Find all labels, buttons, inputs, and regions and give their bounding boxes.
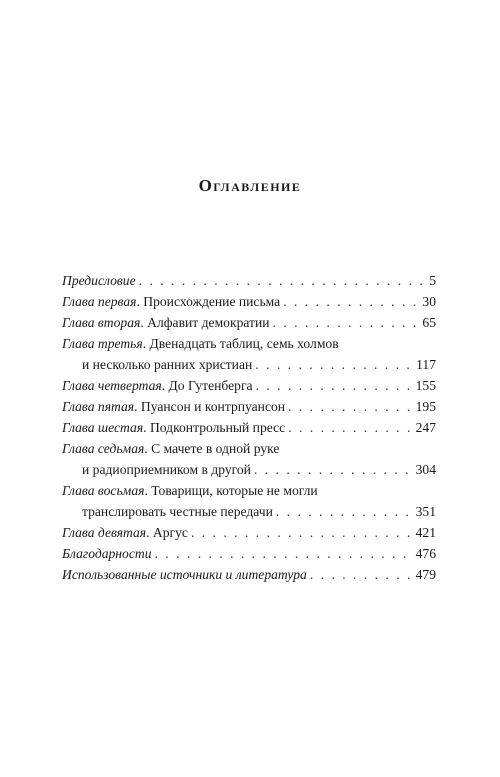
- toc-entry-label: Предисловие: [62, 273, 136, 288]
- toc-entry-label: Глава седьмая: [62, 441, 145, 456]
- toc-entry-label: Использованные источники и литература: [62, 567, 307, 582]
- toc-entry-separator: .: [140, 315, 144, 330]
- leader-dots: [288, 396, 413, 417]
- toc-entry-separator: .: [144, 483, 148, 498]
- leader-dots: [191, 522, 413, 543]
- toc-entry-title: Двенадцать таблиц, семь холмов: [146, 336, 339, 351]
- toc-entry: [62, 396, 436, 417]
- toc-entry-label: Глава восьмая: [62, 483, 145, 498]
- toc-entry-label: Благодарности: [62, 546, 152, 561]
- toc-entry: [62, 333, 436, 354]
- toc-entry-separator: .: [142, 336, 147, 351]
- toc-entry-title: Пуансон и контрпуансон: [137, 399, 286, 414]
- toc-entry-label: Глава пятая: [62, 399, 135, 414]
- toc-entry-title: Алфавит демократии: [143, 315, 270, 330]
- toc-page-number: 479: [415, 567, 436, 582]
- toc-entry-separator: .: [146, 525, 150, 540]
- toc-entry-title: До Гутенберга: [165, 378, 253, 393]
- leader-dots: [139, 270, 427, 291]
- toc-page-number: 195: [415, 399, 436, 414]
- toc-page-number: 304: [415, 462, 436, 477]
- leader-dots: [276, 501, 413, 522]
- toc-entry: [62, 522, 436, 543]
- toc-entry-title-continued: и несколько ранних христиан: [82, 357, 253, 372]
- leader-dots: [283, 291, 419, 312]
- toc-entry: [62, 564, 436, 585]
- toc-page-number: 30: [422, 294, 436, 309]
- toc-entry-label: Глава вторая: [62, 315, 141, 330]
- toc-entry-label: Глава шестая: [62, 420, 144, 435]
- table-of-contents: [62, 270, 436, 585]
- toc-entry-label: Глава третья: [62, 336, 143, 351]
- leader-dots: [288, 417, 412, 438]
- leader-dots: [255, 354, 413, 375]
- toc-entry-separator: .: [136, 294, 140, 309]
- toc-entry: [62, 543, 436, 564]
- toc-entry-title: Аргус: [149, 525, 188, 540]
- toc-entry-separator: .: [161, 378, 166, 393]
- page-title: Оглавление: [198, 176, 302, 195]
- toc-entry-label: Глава четвертая: [62, 378, 162, 393]
- toc-entry: [62, 312, 436, 333]
- toc-page-number: 155: [415, 378, 436, 393]
- toc-entry: [62, 291, 436, 312]
- toc-entry: [62, 480, 436, 501]
- toc-page-number: 117: [416, 357, 436, 372]
- toc-entry-separator: .: [143, 420, 147, 435]
- toc-page-number: 65: [422, 315, 436, 330]
- toc-entry-continuation: [62, 459, 436, 480]
- toc-page-number: 351: [415, 504, 436, 519]
- leader-dots: [155, 543, 413, 564]
- toc-entry-title: Происхождение письма: [139, 294, 281, 309]
- toc-entry-label: Глава первая: [62, 294, 137, 309]
- toc-entry: [62, 417, 436, 438]
- toc-page-number: 476: [415, 546, 436, 561]
- toc-entry-title-continued: и радиоприемником в другой: [82, 462, 251, 477]
- toc-entry-title-continued: транслировать честные передачи: [82, 504, 273, 519]
- toc-page-number: 421: [415, 525, 436, 540]
- leader-dots: [254, 459, 413, 480]
- toc-entry-title: Подконтрольный пресс: [146, 420, 286, 435]
- leader-dots: [256, 375, 413, 396]
- leader-dots: [273, 312, 420, 333]
- leader-dots: [310, 564, 413, 585]
- toc-entry-separator: .: [144, 441, 148, 456]
- toc-entry-title: Товарищи, которые не могли: [147, 483, 318, 498]
- toc-page-number: 5: [429, 273, 436, 288]
- toc-entry-continuation: [62, 501, 436, 522]
- toc-entry-continuation: [62, 354, 436, 375]
- toc-entry-separator: .: [134, 399, 138, 414]
- toc-page-number: 247: [415, 420, 436, 435]
- toc-entry: [62, 270, 436, 291]
- toc-entry-label: Глава девятая: [62, 525, 147, 540]
- toc-entry: [62, 438, 436, 459]
- toc-entry: [62, 375, 436, 396]
- toc-entry-title: С мачете в одной руке: [147, 441, 280, 456]
